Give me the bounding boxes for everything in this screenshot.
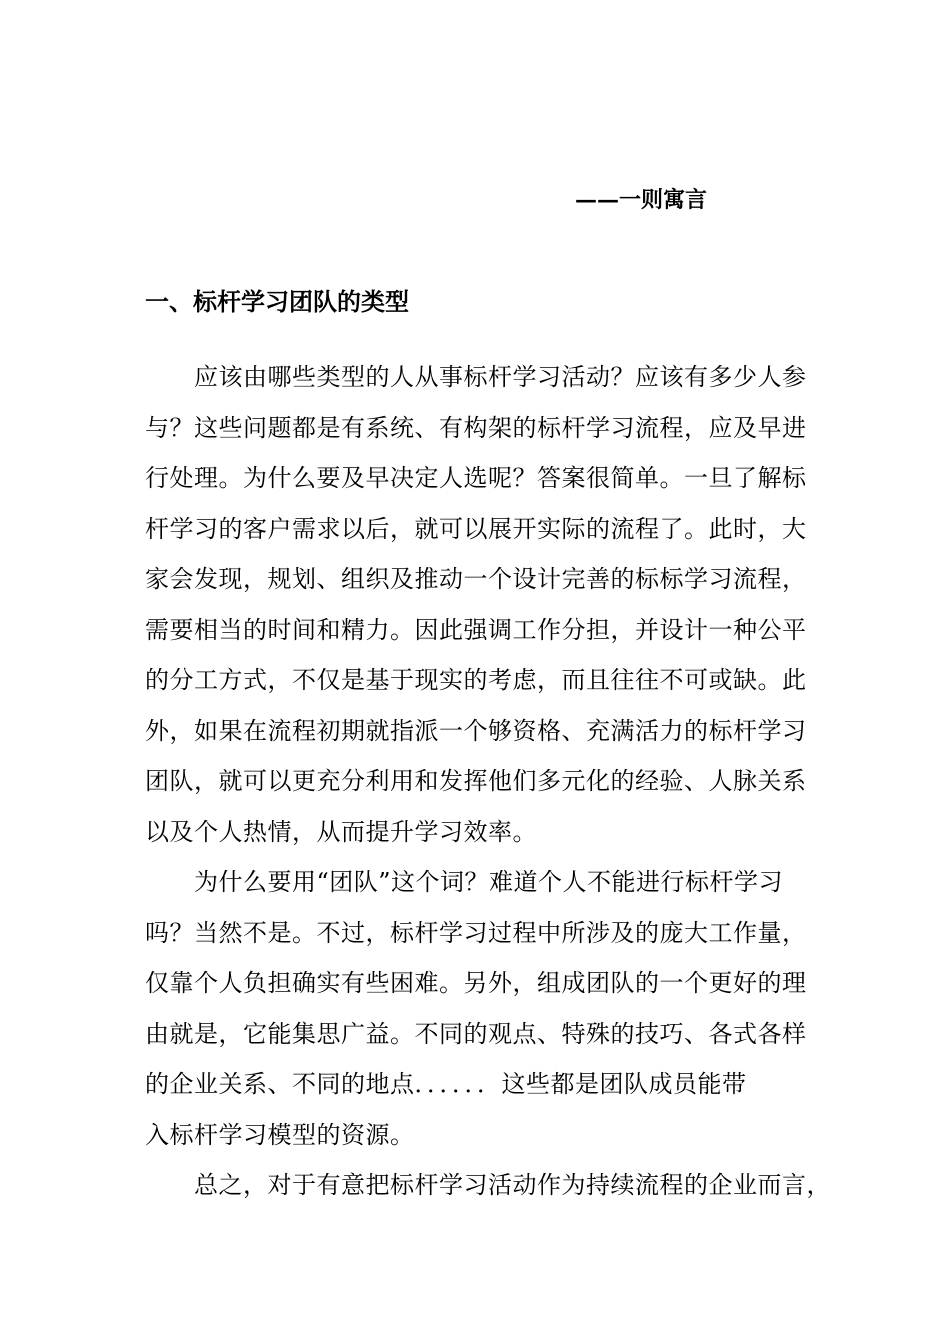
text-line: 团队，就可以更充分利用和发挥他们多元化的经验、人脉关系: [145, 767, 807, 795]
text-line: 外，如果在流程初期就指派一个够资格、充满活力的标杆学习: [145, 716, 807, 745]
text-line: 吗？当然不是。不过，标杆学习过程中所涉及的庞大工作量，: [145, 918, 807, 947]
text-line: 杆学习的客户需求以后，就可以展开实际的流程了。此时，大: [145, 514, 807, 543]
text-line: 以及个人热情，从而提升学习效率。: [145, 817, 537, 846]
text-line: 需要相当的时间和精力。因此强调工作分担，并设计一种公平: [145, 615, 807, 644]
text-line: 由就是，它能集思广益。不同的观点、特殊的技巧、各式各样: [145, 1019, 807, 1048]
text-line: 应该由哪些类型的人从事标杆学习活动？应该有多少人参: [145, 363, 807, 391]
text-line: 的企业关系、不同的地点．．．．．．这些都是团队成员能带: [145, 1070, 747, 1098]
text-line: 入标杆学习模型的资源。: [145, 1120, 415, 1149]
text-line: 总之，对于有意把标杆学习活动作为持续流程的企业而言，: [145, 1171, 831, 1199]
text-line: 的分工方式，不仅是基于现实的考虑，而且往往不可或缺。此: [145, 666, 807, 694]
section-heading: 一、标杆学习团队的类型: [145, 287, 409, 316]
text-line: 为什么要用“团队”这个词？难道个人不能进行标杆学习: [145, 868, 784, 896]
text-line: 家会发现，规划、组织及推动一个设计完善的标标学习流程，: [145, 565, 807, 593]
text-line: 仅靠个人负担确实有些困难。另外，组成团队的一个更好的理: [145, 969, 807, 997]
text-line: 与？这些问题都是有系统、有构架的标杆学习流程，应及早进: [145, 413, 807, 442]
body-text: [145, 352, 831, 1211]
epigraph: ——一则寓言: [575, 187, 708, 213]
text-line: 行处理。为什么要及早决定人选呢？答案很简单。一旦了解标: [145, 464, 807, 492]
